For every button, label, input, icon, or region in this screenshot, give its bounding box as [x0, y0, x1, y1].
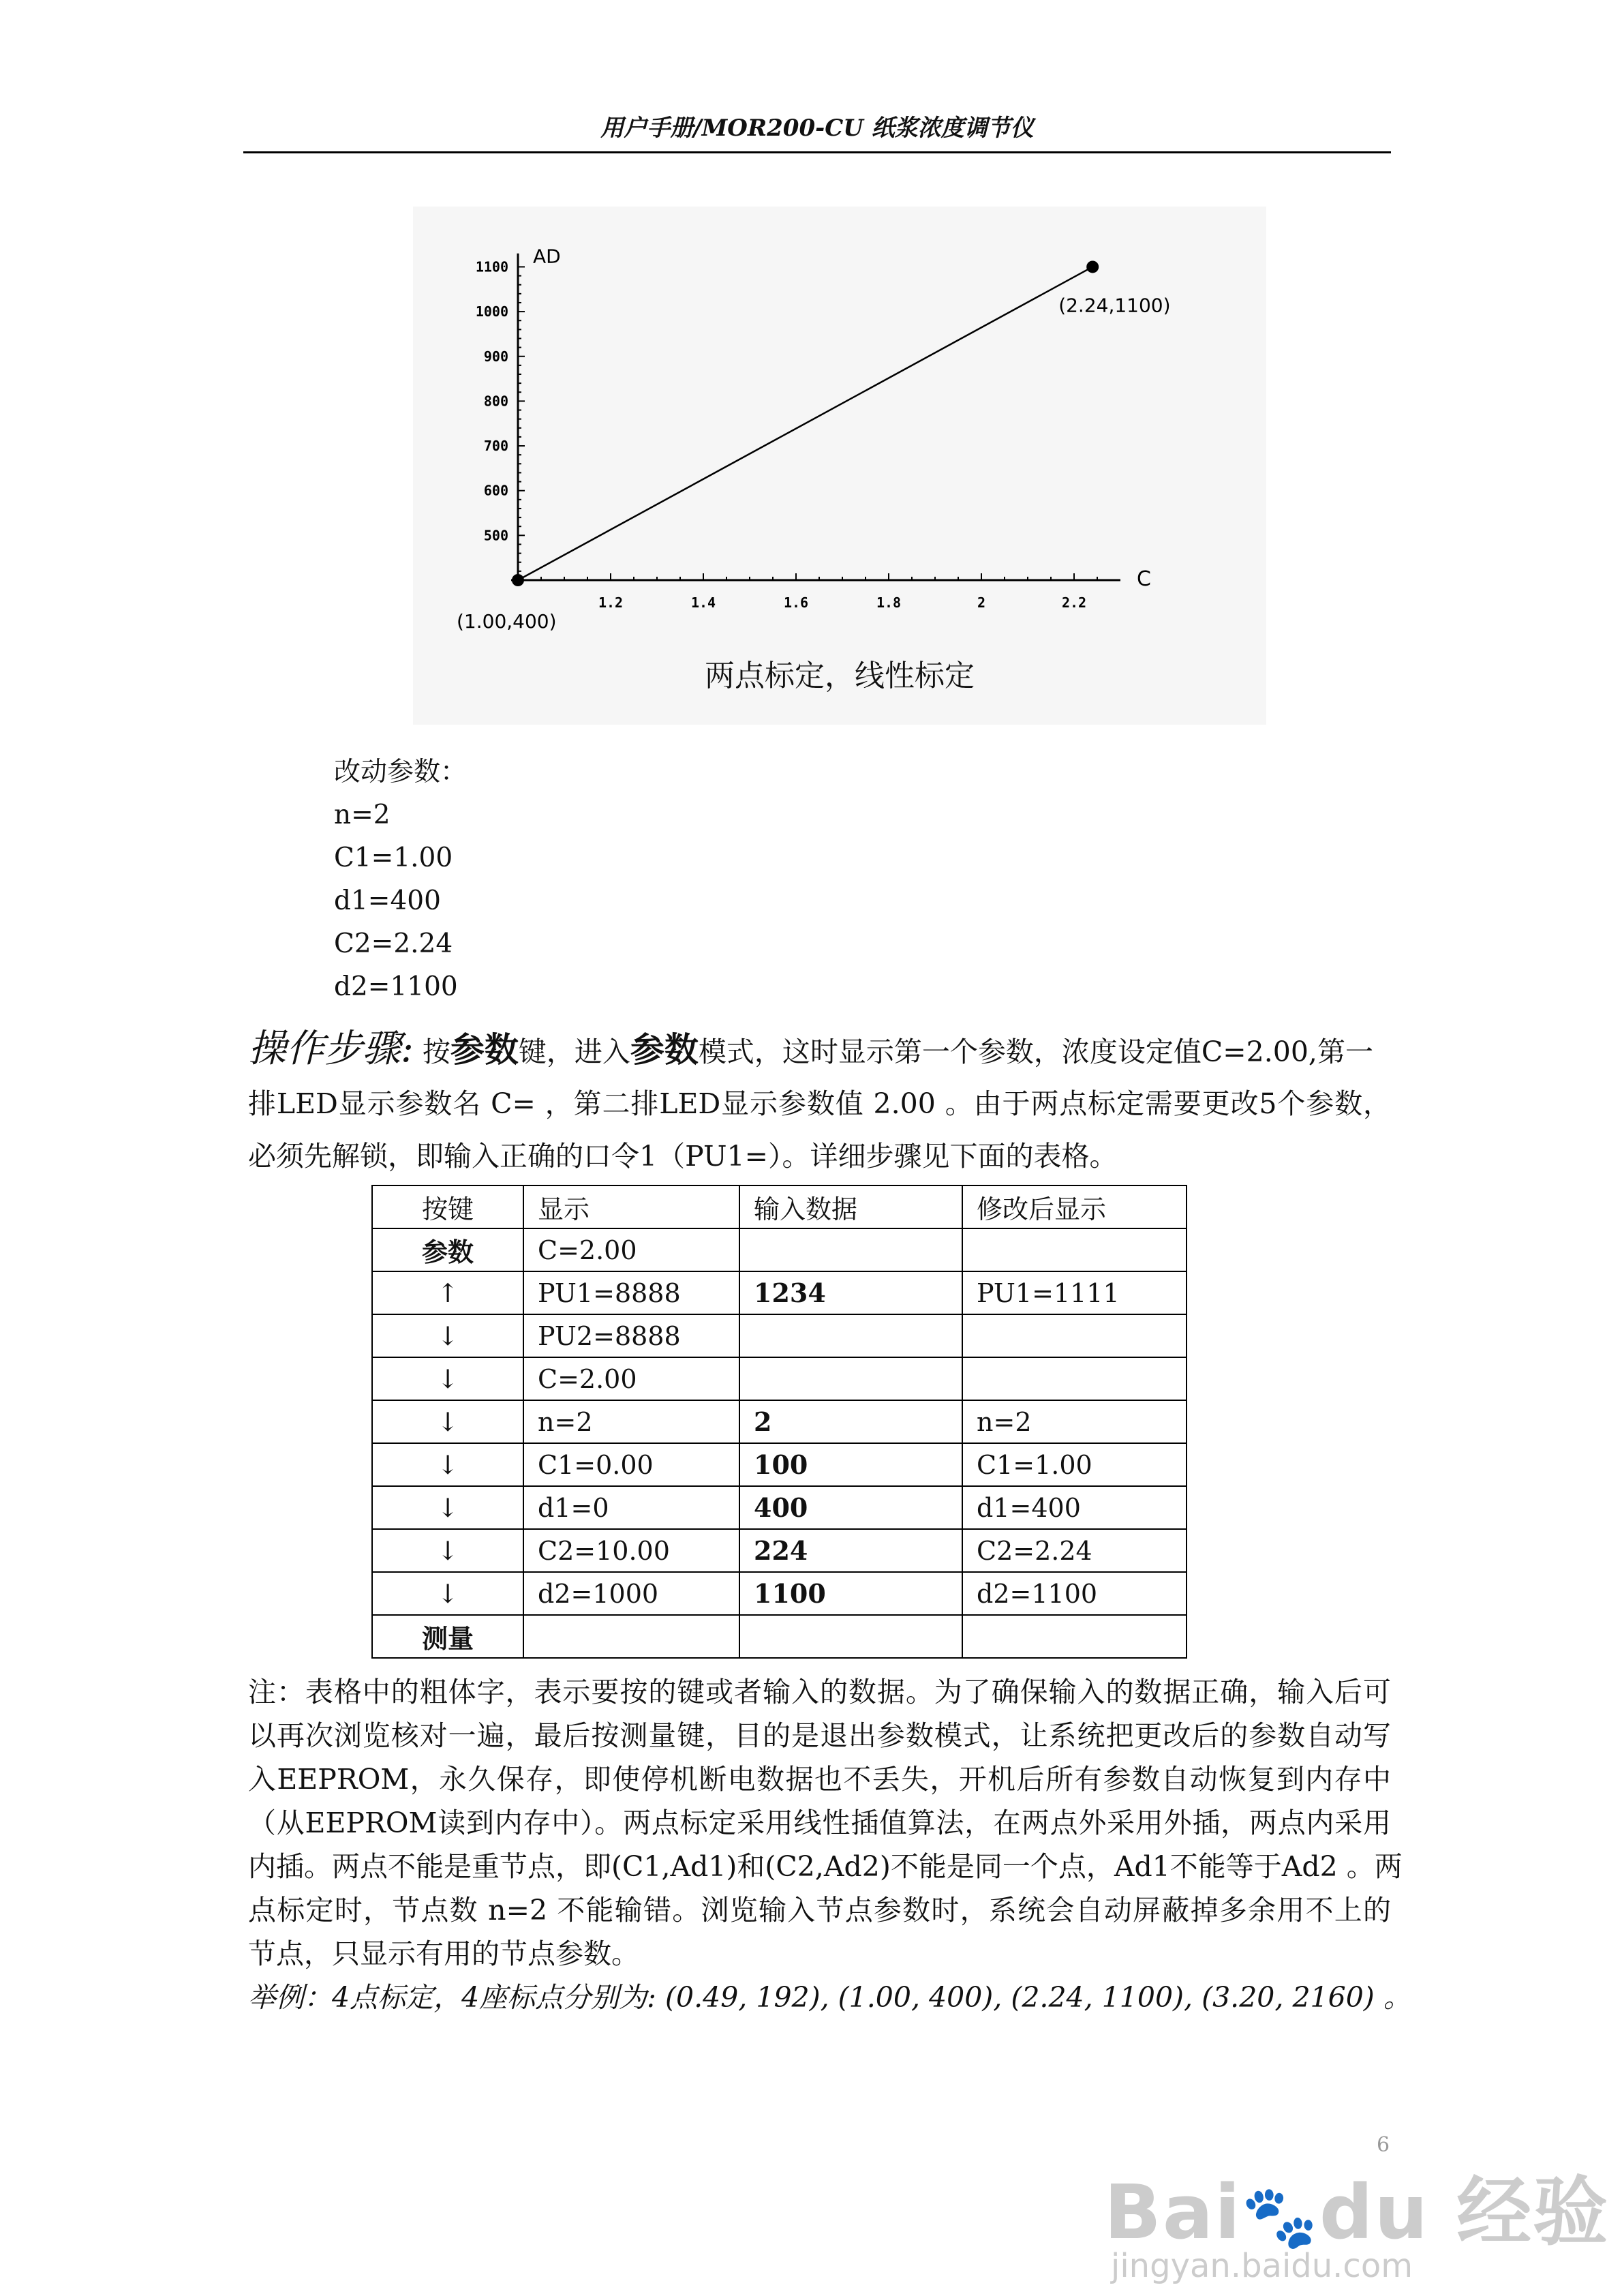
display-cell: PU2=8888 [523, 1314, 739, 1357]
col-header: 输入数据 [739, 1185, 962, 1228]
result-cell [962, 1228, 1187, 1271]
ops-line-1 [248, 1026, 1391, 1072]
result-cell [962, 1615, 1187, 1658]
display-cell [523, 1615, 739, 1658]
ops-colon: : [401, 1027, 414, 1071]
col-header: 修改后显示 [962, 1185, 1187, 1228]
x-axis-label: C [1137, 567, 1151, 591]
result-cell: d2=1100 [962, 1572, 1187, 1615]
header-rule [243, 151, 1391, 153]
col-header: 显示 [523, 1185, 739, 1228]
note-line: （从EEPROM读到内存中）。两点标定采用线性插值算法，在两点外采用外插，两点内采用 [248, 1807, 1391, 1839]
y-tick-label: 1100 [475, 258, 508, 275]
display-cell: C=2.00 [523, 1357, 739, 1400]
y-tick-label: 900 [483, 348, 508, 365]
calibration-chart [413, 207, 1266, 643]
table-row [372, 1443, 1187, 1486]
ops-line-2: 排LED显示参数名 C= ，第二排LED显示参数值 2.00 。由于两点标定需要更改5个参数， [248, 1087, 1391, 1120]
page-number: 6 [1377, 2133, 1390, 2157]
input-cell: 100 [739, 1443, 962, 1486]
x-tick-label: 2.2 [1061, 594, 1087, 611]
display-cell: C2=10.00 [523, 1529, 739, 1572]
input-cell: 400 [739, 1486, 962, 1529]
key-cell: ↓ [372, 1400, 523, 1443]
col-header: 按键 [372, 1185, 523, 1228]
result-cell: d1=400 [962, 1486, 1187, 1529]
table-row [372, 1357, 1187, 1400]
data-point [1086, 260, 1099, 273]
x-tick-label: 1.6 [783, 594, 809, 611]
key-cell: ↑ [372, 1271, 523, 1314]
x-tick-label: 1.2 [598, 594, 624, 611]
note-line: 点标定时，节点数 n=2 不能输错。浏览输入节点参数时，系统会自动屏蔽掉多余用不上的 [248, 1894, 1391, 1927]
note-line: 内插。两点不能是重节点，即(C1,Ad1)和(C2,Ad2)不能是同一个点，Ad1不能等于Ad2 。两 [248, 1850, 1403, 1883]
y-tick-label: 700 [483, 438, 508, 455]
ops-text: 模式，这时显示第一个参数，浓度设定值C=2.00,第一 [698, 1036, 1373, 1068]
input-cell: 1234 [739, 1271, 962, 1314]
input-cell: 224 [739, 1529, 962, 1572]
input-cell [739, 1615, 962, 1658]
result-cell: C1=1.00 [962, 1443, 1187, 1486]
ops-title: 操作步骤 [248, 1027, 401, 1071]
ops-text: 按 [422, 1036, 450, 1068]
display-cell: d1=0 [523, 1486, 739, 1529]
table-row [372, 1615, 1187, 1658]
param-d2: d2=1100 [334, 971, 458, 1002]
key-cell: ↓ [372, 1357, 523, 1400]
x-tick-label: 1.4 [690, 594, 716, 611]
baidu-watermark: Bai🐾du 经验 jingyan.baidu.com [1104, 2169, 1610, 2285]
ops-text: 键，进入 [518, 1036, 630, 1068]
table-row [372, 1271, 1187, 1314]
ops-line-3: 必须先解锁，即输入正确的口令1（PU1=）。详细步骤见下面的表格。 [248, 1140, 1118, 1173]
result-cell: n=2 [962, 1400, 1187, 1443]
steps-table [371, 1185, 1187, 1659]
result-cell: PU1=1111 [962, 1271, 1187, 1314]
key-cell: ↓ [372, 1486, 523, 1529]
y-tick-label: 600 [483, 482, 508, 499]
point-label: (2.24,1100) [1058, 294, 1171, 317]
table-row [372, 1314, 1187, 1357]
y-axis-label: AD [533, 245, 561, 268]
key-cell: 测量 [372, 1615, 523, 1658]
display-cell: d2=1000 [523, 1572, 739, 1615]
y-tick-label: 500 [483, 527, 508, 544]
result-cell [962, 1314, 1187, 1357]
note-line: 入EEPROM，永久保存，即使停机断电数据也不丢失，开机后所有参数自动恢复到内存中 [248, 1763, 1391, 1796]
input-cell [739, 1228, 962, 1271]
key-cell: ↓ [372, 1572, 523, 1615]
param-c2: C2=2.24 [334, 928, 453, 959]
note-line: 以再次浏览核对一遍，最后按测量键，目的是退出参数模式，让系统把更改后的参数自动写 [248, 1719, 1391, 1752]
x-tick-label: 2 [977, 594, 986, 611]
note-line: 注：表格中的粗体字，表示要按的键或者输入的数据。为了确保输入的数据正确，输入后可 [248, 1676, 1391, 1708]
x-tick-label: 1.8 [876, 594, 902, 611]
table-row [372, 1529, 1187, 1572]
result-cell [962, 1357, 1187, 1400]
data-point [512, 574, 524, 586]
point-label: (1.00,400) [457, 610, 557, 633]
key-cell: ↓ [372, 1314, 523, 1357]
page-header: 用户手册/MOR200-CU 纸浆浓度调节仪 [600, 115, 1034, 142]
ops-key: 参数 [450, 1029, 519, 1070]
example-line: 举例：4点标定，4座标点分别为: (0.49, 192), (1.00, 400), (2.24, 1100), (3.20, 2160) 。 [248, 1981, 1411, 2014]
param-n: n=2 [334, 800, 391, 830]
display-cell: C=2.00 [523, 1228, 739, 1271]
chart-caption: 两点标定，线性标定 [705, 659, 975, 693]
key-cell: ↓ [372, 1443, 523, 1486]
table-row [372, 1400, 1187, 1443]
table-row [372, 1486, 1187, 1529]
y-tick-label: 1000 [475, 303, 508, 320]
y-tick-label: 800 [483, 393, 508, 410]
table-header-row [372, 1185, 1187, 1228]
input-cell [739, 1314, 962, 1357]
display-cell: n=2 [523, 1400, 739, 1443]
result-cell: C2=2.24 [962, 1529, 1187, 1572]
key-cell: 参数 [372, 1228, 523, 1271]
param-c1: C1=1.00 [334, 843, 453, 873]
table-row [372, 1228, 1187, 1271]
input-cell: 2 [739, 1400, 962, 1443]
param-d1: d1=400 [334, 886, 441, 916]
input-cell [739, 1357, 962, 1400]
series-line [518, 267, 1092, 580]
key-cell: ↓ [372, 1529, 523, 1572]
input-cell: 1100 [739, 1572, 962, 1615]
params-heading: 改动参数： [334, 757, 468, 787]
ops-key: 参数 [630, 1029, 699, 1070]
note-line: 节点，只显示有用的节点参数。 [248, 1937, 639, 1970]
display-cell: C1=0.00 [523, 1443, 739, 1486]
table-row [372, 1572, 1187, 1615]
display-cell: PU1=8888 [523, 1271, 739, 1314]
